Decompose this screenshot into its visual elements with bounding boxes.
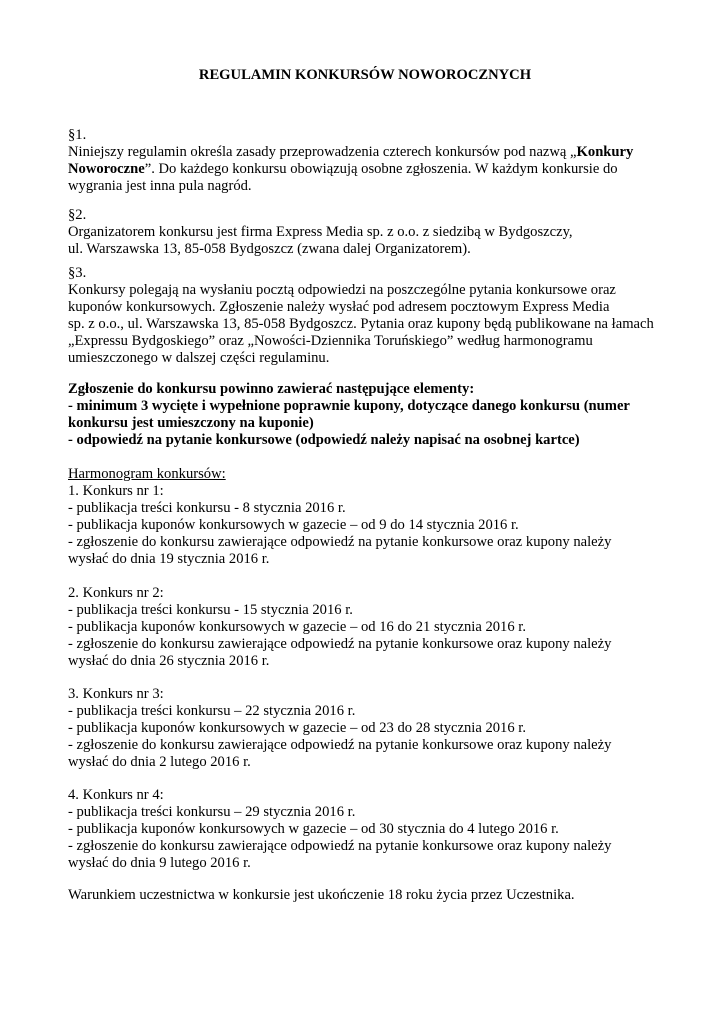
section-2-heading: §2. bbox=[68, 207, 87, 223]
requirements-heading: Zgłoszenie do konkursu powinno zawierać następujące elementy: bbox=[68, 381, 475, 397]
contest-4-name: 4. Konkurs nr 4: bbox=[68, 787, 164, 803]
document-title: REGULAMIN KONKURSÓW NOWOROCZNYCH bbox=[198, 67, 532, 83]
contest-3-line: - zgłoszenie do konkursu zawierające odpowiedź na pytanie konkursowe oraz kupony należy bbox=[68, 737, 612, 753]
requirements-line: - minimum 3 wycięte i wypełnione poprawnie kupony, dotyczące danego konkursu (numer bbox=[68, 398, 630, 414]
schedule bbox=[68, 466, 668, 568]
contest-4-line: wysłać do dnia 9 lutego 2016 r. bbox=[68, 855, 251, 871]
contest-2-line: - zgłoszenie do konkursu zawierające odpowiedź na pytanie konkursowe oraz kupony należy bbox=[68, 636, 612, 652]
contest-1-name: 1. Konkurs nr 1: bbox=[68, 483, 164, 499]
contest-2 bbox=[68, 585, 668, 670]
contest-4-line: - publikacja treści konkursu – 29 stycznia 2016 r. bbox=[68, 804, 356, 820]
section-3-line: Konkursy polegają na wysłaniu pocztą odpowiedzi na poszczególne pytania konkursowe oraz bbox=[68, 282, 616, 298]
contest-3-line: - publikacja treści konkursu – 22 stycznia 2016 r. bbox=[68, 703, 356, 719]
contest-1-line: - zgłoszenie do konkursu zawierające odpowiedź na pytanie konkursowe oraz kupony należy bbox=[68, 534, 612, 550]
section-1-heading: §1. bbox=[68, 127, 87, 143]
section-1-line-2 bbox=[68, 161, 668, 178]
contest-2-line: - publikacja treści konkursu - 15 stycznia 2016 r. bbox=[68, 602, 353, 618]
section-2-line: Organizatorem konkursu jest firma Express Media sp. z o.o. z siedzibą w Bydgoszczy, bbox=[68, 224, 573, 240]
section-3-line: „Expressu Bydgoskiego” oraz „Nowości-Dziennika Toruńskiego” według harmonogramu bbox=[68, 333, 593, 349]
contest-name-bold-2: Noworoczne bbox=[68, 161, 145, 177]
section-2 bbox=[68, 207, 668, 258]
requirements-line: konkursu jest umieszczony na kuponie) bbox=[68, 415, 314, 431]
section-3-line: umieszczonego w dalszej części regulaminu. bbox=[68, 350, 330, 366]
requirements bbox=[68, 381, 668, 449]
contest-2-name: 2. Konkurs nr 2: bbox=[68, 585, 164, 601]
section-1-line-1-text: Niniejszy regulamin określa zasady przeprowadzenia czterech konkursów pod nazwą „ bbox=[68, 144, 577, 160]
contest-3-line: wysłać do dnia 2 lutego 2016 r. bbox=[68, 754, 251, 770]
contest-name-bold-1: Konkury bbox=[576, 144, 634, 160]
contest-4-line: - publikacja kuponów konkursowych w gazecie – od 30 stycznia do 4 lutego 2016 r. bbox=[68, 821, 559, 837]
contest-3 bbox=[68, 686, 668, 771]
requirements-line: - odpowiedź na pytanie konkursowe (odpowiedź należy napisać na osobnej kartce) bbox=[68, 432, 580, 448]
contest-2-line: - publikacja kuponów konkursowych w gazecie – od 16 do 21 stycznia 2016 r. bbox=[68, 619, 526, 635]
section-3-line: kuponów konkursowych. Zgłoszenie należy wysłać pod adresem pocztowym Express Media bbox=[68, 299, 610, 315]
section-3-heading: §3. bbox=[68, 265, 87, 281]
contest-3-name: 3. Konkurs nr 3: bbox=[68, 686, 164, 702]
section-2-line: ul. Warszawska 13, 85-058 Bydgoszcz (zwana dalej Organizatorem). bbox=[68, 241, 471, 257]
section-3-line: sp. z o.o., ul. Warszawska 13, 85-058 Bydgoszcz. Pytania oraz kupony będą publikowane na łamach bbox=[68, 316, 654, 332]
contest-3-line: - publikacja kuponów konkursowych w gazecie – od 23 do 28 stycznia 2016 r. bbox=[68, 720, 526, 736]
contest-4-line: - zgłoszenie do konkursu zawierające odpowiedź na pytanie konkursowe oraz kupony należy bbox=[68, 838, 612, 854]
closing bbox=[68, 887, 668, 904]
section-1 bbox=[68, 127, 668, 195]
section-3 bbox=[68, 265, 668, 367]
schedule-heading: Harmonogram konkursów: bbox=[68, 466, 226, 482]
contest-2-line: wysłać do dnia 26 stycznia 2016 r. bbox=[68, 653, 270, 669]
section-1-line-1 bbox=[68, 144, 668, 161]
contest-1-line: - publikacja treści konkursu - 8 stycznia 2016 r. bbox=[68, 500, 346, 516]
contest-1-line: wysłać do dnia 19 stycznia 2016 r. bbox=[68, 551, 270, 567]
contest-4 bbox=[68, 787, 668, 872]
section-1-line-2-text: ”. Do każdego konkursu obowiązują osobne zgłoszenia. W każdym konkursie do bbox=[144, 161, 618, 177]
closing-line: Warunkiem uczestnictwa w konkursie jest ukończenie 18 roku życia przez Uczestnika. bbox=[68, 887, 575, 903]
contest-1-line: - publikacja kuponów konkursowych w gazecie – od 9 do 14 stycznia 2016 r. bbox=[68, 517, 519, 533]
section-1-line-3: wygrania jest inna pula nagród. bbox=[68, 178, 252, 194]
